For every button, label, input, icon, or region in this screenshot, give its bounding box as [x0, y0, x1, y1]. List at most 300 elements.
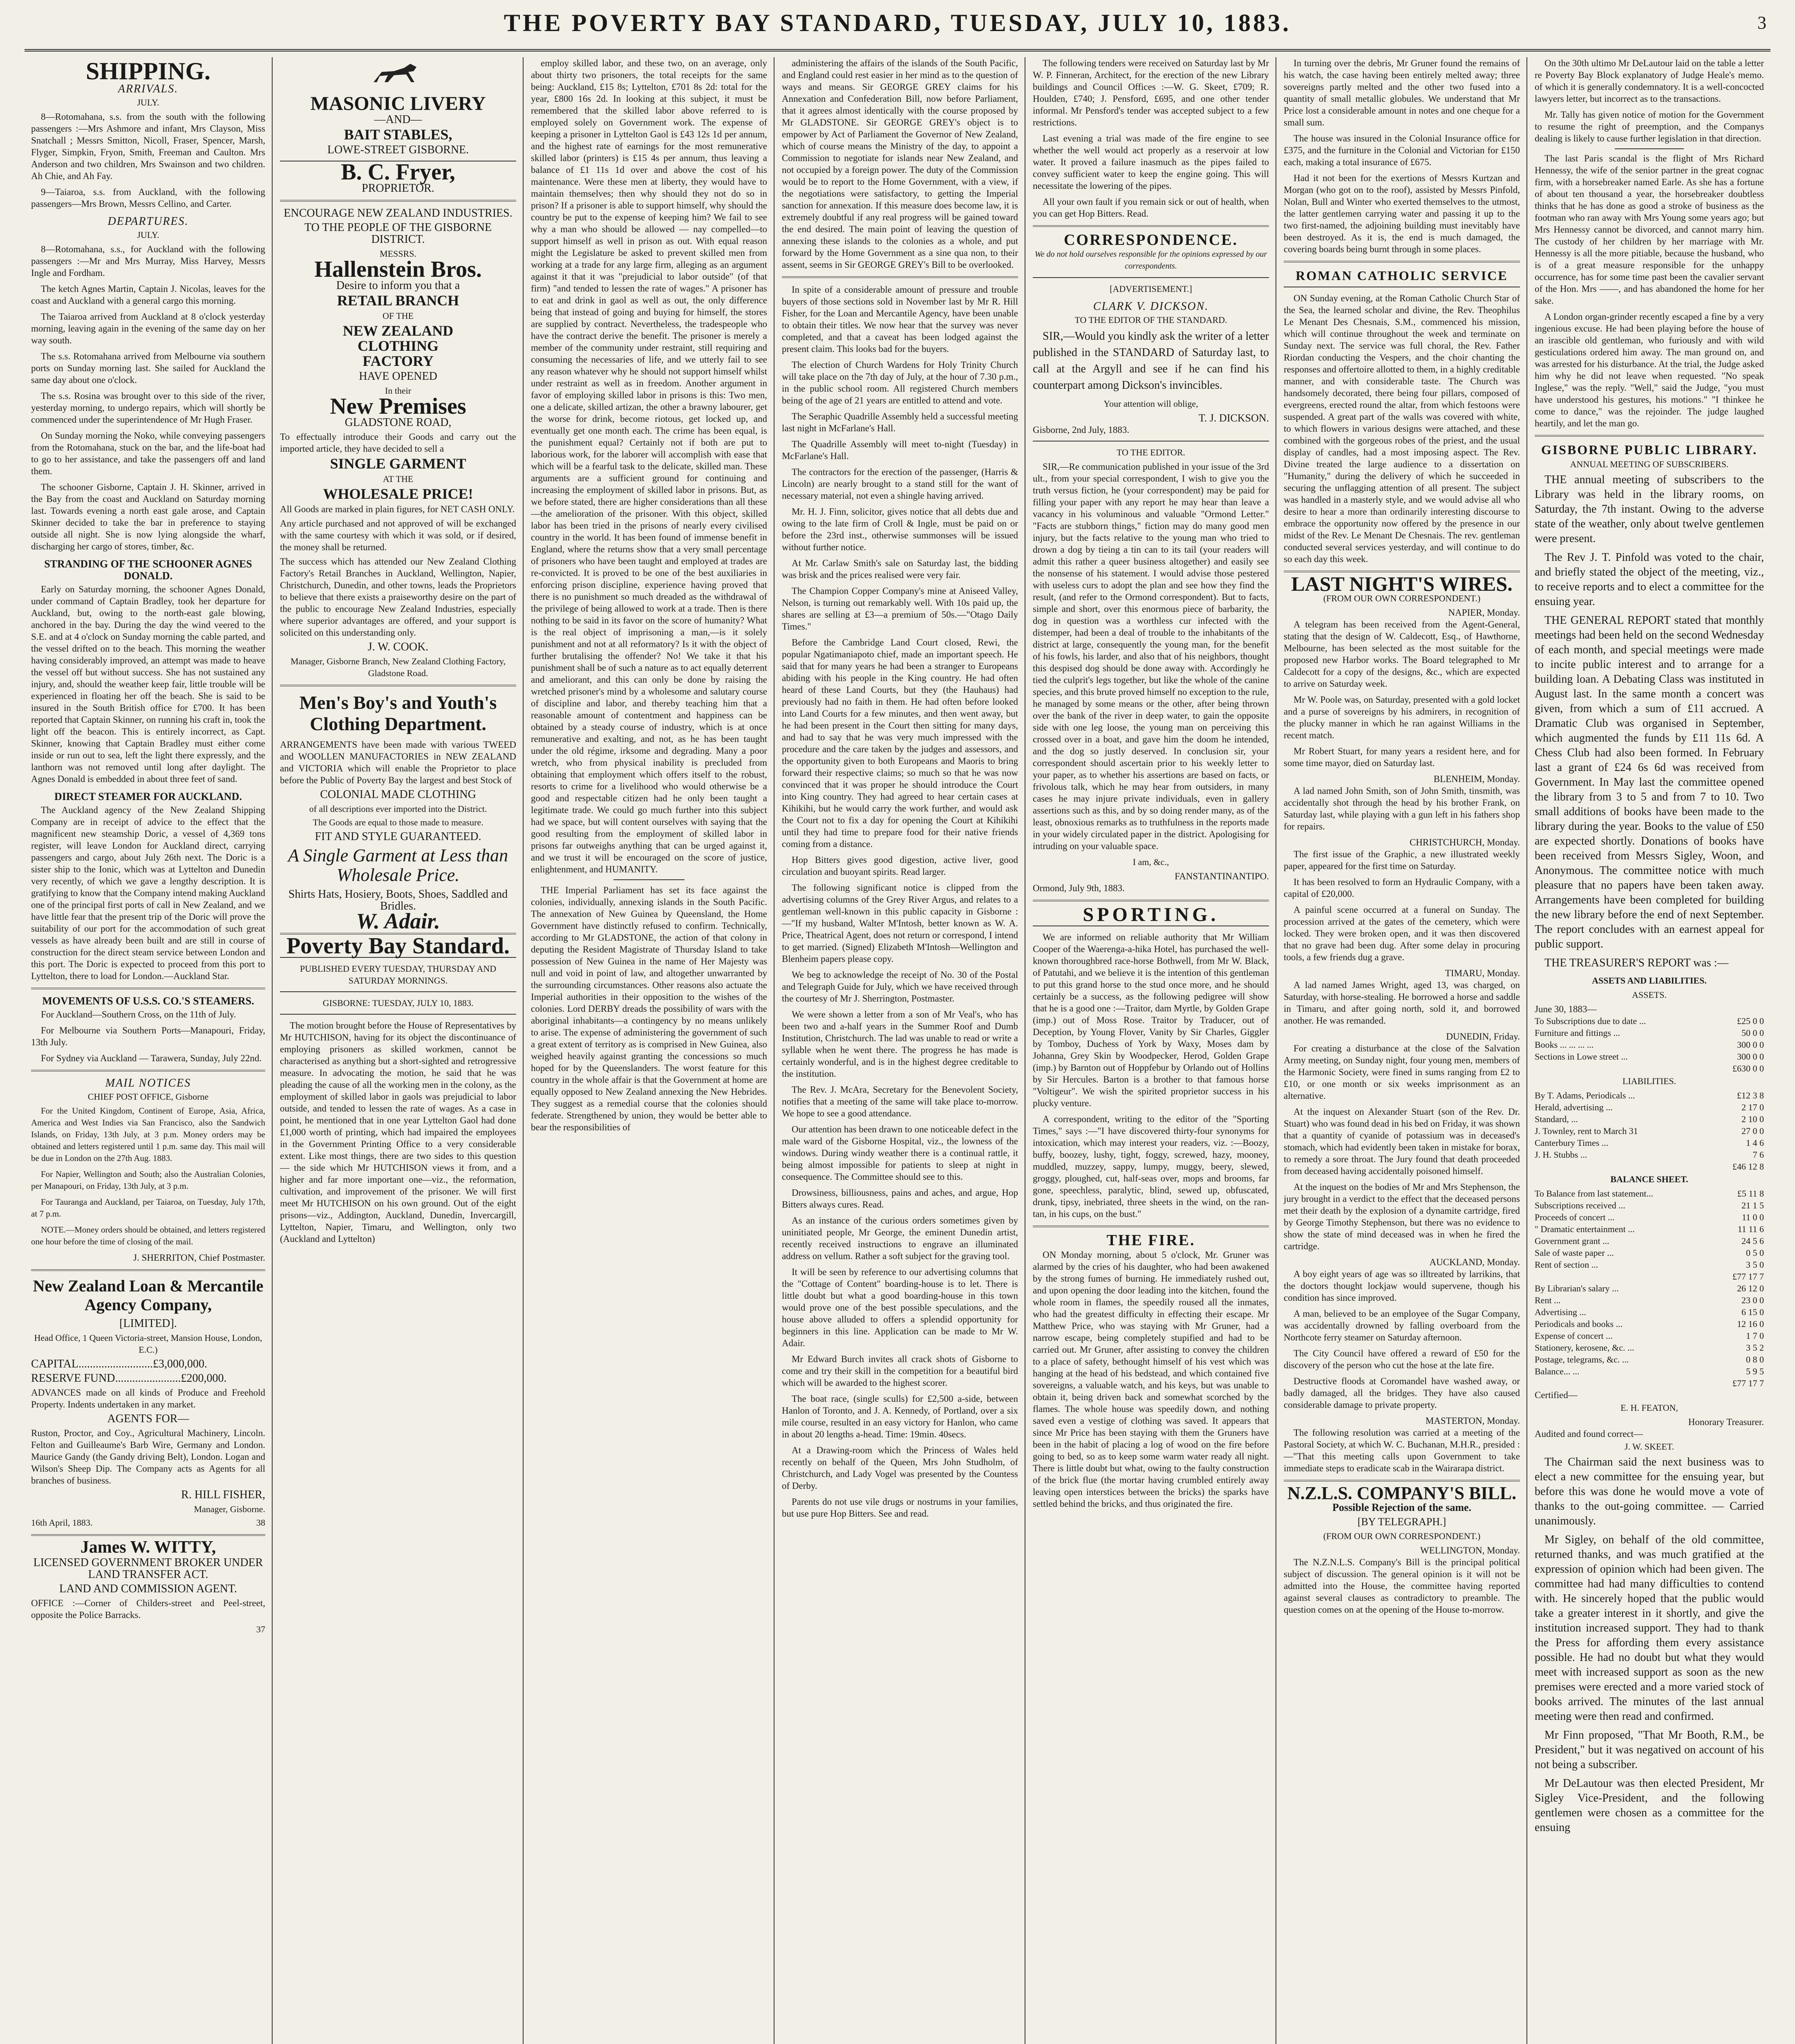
- table-cell-label: To Balance from last statement...: [1535, 1188, 1653, 1199]
- dateline: WELLINGTON, Monday.: [1420, 1545, 1520, 1555]
- letter-address: TO THE EDITOR OF THE STANDARD.: [1074, 315, 1227, 325]
- mail-office: CHIEF POST OFFICE, Gisborne: [87, 1091, 209, 1102]
- ad-line: BAIT STABLES,: [344, 126, 452, 143]
- nameplate-date: GISBORNE: TUESDAY, JULY 10, 1883.: [322, 998, 474, 1008]
- ad-line: Ruston, Proctor, and Coy., Agricultural Machinery, Lincoln. Felton and Guilleaume's Barb Wire, Germany and London. Maurice Gandy (the Gandy driving Belt), London. Logan and Wilson's Sheep Dip. The Company acts as Agents for all branches of business.: [31, 1428, 265, 1486]
- news-paragraph: The boat race, (single sculls) for £2,500 a-side, between Hanlon of Toronto, and J. A. Kennedy, of Portland, over a six mile course, resulted in an easy victory for Hanlon, who came in about 20 lengths a-head. Time: 19min. 40secs.: [782, 1394, 1018, 1439]
- dateline: AUCKLAND, Monday.: [1429, 1257, 1520, 1267]
- table-heading: ASSETS AND LIABILITIES.: [1592, 975, 1707, 986]
- notice-item: For Tauranga and Auckland, per Taiaroa, on Tuesday, July 17th, at 7 p.m.: [31, 1197, 265, 1219]
- ad-line: CLOTHING: [357, 338, 439, 354]
- article-heading: STRANDING OF THE SCHOONER AGNES DONALD.: [44, 558, 252, 582]
- signature: W. Adair.: [356, 909, 440, 933]
- table-cell-value: £25 0 0: [1737, 1016, 1764, 1026]
- section-note: We do not hold ourselves responsible for the opinions expressed by our correspondents.: [1034, 250, 1267, 271]
- ad-date: 16th April, 1883.: [31, 1517, 93, 1528]
- ad-title: MASONIC LIVERY: [310, 93, 486, 114]
- table-cell-value: 11 0 0: [1741, 1212, 1764, 1222]
- news-paragraph: The N.Z.N.L.S. Company's Bill is the principal political subject of discussion. The general opinion is it will not be admitted into the House, the committee having reported against several clauses as contradictory to preamble. The question comes on at the opening of the House to-morrow.: [1284, 1557, 1520, 1615]
- news-paragraph: The City Council have offered a reward of £50 for the discovery of the person who cut the hose at the late fire.: [1284, 1348, 1520, 1370]
- news-paragraph: We were shown a letter from a son of Mr Veal's, who has been two and a-half years in the Summer Roof and Dumb Institution, Christchurch. The lad was unable to read or write a syllable when he went there. The progress he has made is certainly wonderful, and is in the highest degree creditable to the institution.: [782, 1009, 1018, 1079]
- table-row: [1535, 1377, 1764, 1389]
- page-number: 3: [1757, 13, 1766, 33]
- ad-line: LICENSED GOVERNMENT BROKER UNDER LAND TRANSFER ACT.: [33, 1556, 263, 1581]
- signature-role: Manager, Gisborne Branch, New Zealand Clothing Factory, Gladstone Road.: [290, 656, 506, 678]
- table-cell-label: Herald, advertising ...: [1535, 1102, 1613, 1112]
- shipping-item: 8—Rotomahana, s.s., for Auckland with the following passengers :—Mr and Mrs Murray, Miss Harvey, Messrs Ingle and Fordham.: [31, 244, 265, 278]
- news-paragraph: The following resolution was carried at a meeting of the Pastoral Society, at which W. C. Buchanan, M.H.R., presided :—"That this meeting calls upon Government to take immediate steps to eradicate scab in the Wairarapa district.: [1284, 1428, 1520, 1473]
- assets-table: [1535, 1015, 1764, 1074]
- news-paragraph: Had it not been for the exertions of Messrs Kurtzan and Morgan (who got on to the roof), assisted by Messrs Pinfold, Nolan, Bull and Winter who exerted themselves to the utmost, the latter gentlemen carrying water and passing it up to the two first-named, the adjoining building must inevitably have been destroyed. As it is, the end is much damaged, the covering boards being burnt through in some places.: [1284, 173, 1520, 254]
- table-row: [1535, 1282, 1764, 1294]
- witty-ad: [31, 1538, 265, 1635]
- dateline: TIMARU, Monday.: [1445, 968, 1520, 978]
- news-paragraph: Mr. Tally has given notice of motion for the Government to resume the right of preemption, and the Companys dealing is likely to cause further legislation in that direction.: [1535, 110, 1764, 143]
- ad-line: The Goods are equal to those made to measure.: [313, 817, 483, 827]
- table-row: [1535, 1259, 1764, 1271]
- letter-body: SIR,—Would you kindly ask the writer of a letter published in the STANDARD of Saturday last, to call at the Argyll and see if he can find his counterpart among Dickson's invincibles.: [1033, 330, 1269, 392]
- letter-heading: CLARK V. DICKSON.: [1093, 300, 1209, 313]
- divider: [613, 879, 684, 880]
- table-row: [1535, 1113, 1764, 1125]
- ad-line: PROPRIETOR.: [362, 182, 434, 195]
- table-cell-label: Canterbury Times ...: [1535, 1138, 1609, 1148]
- table-cell-value: 300 0 0: [1737, 1051, 1764, 1062]
- divider: [280, 991, 516, 992]
- dateline: BLENHEIM, Monday.: [1433, 774, 1520, 784]
- table-cell-value: 7 6: [1752, 1150, 1764, 1160]
- liabilities-table: [1535, 1089, 1764, 1172]
- table-row: [1535, 1089, 1764, 1101]
- table-cell-label: Proceeds of concert ...: [1535, 1212, 1615, 1222]
- newspaper-title: THE POVERTY BAY STANDARD, TUESDAY, JULY 10, 1883.: [504, 9, 1291, 36]
- table-subheading: ASSETS.: [1632, 990, 1667, 1000]
- news-paragraph: It will be seen by reference to our advertising columns that the "Cottage of Content" boarding-house is to let. There is little doubt but what a good boarding-house in this town would prove one of the best possible speculations, and the house above alluded to offers a splendid opportunity for beginners in this line. Application can be made to Mr W. Adair.: [782, 1267, 1018, 1348]
- news-paragraph: Before the Cambridge Land Court closed, Rewi, the popular Ngatimaniapoto chief, made an important speech. He said that for many years he had been a stranger to Europeans abiding with his people in the King country. He had often heard of these Land Courts, but they (the Hauhaus) had previously had no faith in them. He had often before looked into Land Courts for a few minutes, and then went away, but he had been present in the Court then sitting for many days, and had to say that he was very much impressed with the procedure and the care taken by the judges and assessors, and the opportunity given to both Europeans and Maoris to bring forward their respective claims; so much so that he was now convinced that it was proper he should introduce the Court into King country. They had agreed to hear certain cases at Kihikihi, but he would carry the work further, and would ask the Court not to fix a day for opening the Court at Kihikihi until they had time to prepare food for their native friends coming from a distance.: [782, 637, 1018, 849]
- editorial-paragraph: The motion brought before the House of Representatives by Mr HUTCHISON, having for its object the discontinuance of employing prisoners as skilled workmen, cannot be characterised as anything but a short-sighted and retrogressive measure. In advocating the motion, he said that he was pleading the cause of all the working men in the colony, as the employment of skilled labor in gaols was prejudicial to labor outside, and tended to lessen the rate of wages. As a case in point, he mentioned that in one year Lyttelton Gaol had done £1,000 worth of printing, which had impaired the employees in the Government Printing Office to a very considerable extent. Like most things, there are two sides to this question — the side which Mr HUTCHISON views it from, and a higher and far more important one—viz., the reformation, cultivation, and improvement of the prisoner. We will first meet Mr HUTCHISON on his own ground. Out of the eight prisons—viz., Addington, Auckland, Dunedin, Invercargill, Lyttelton, Napier, Timaru, and Wellington, only two (Auckland and Lyttelton): [280, 1020, 516, 1244]
- news-paragraph: A man, believed to be an employee of the Sugar Company, was accidentally drowned by falling overboard from the Northcote ferry steamer on Saturday afternoon.: [1284, 1309, 1520, 1342]
- divider: [31, 1534, 265, 1536]
- masonic-livery-ad: [280, 57, 516, 194]
- ad-line: COLONIAL MADE CLOTHING: [320, 788, 476, 801]
- divider: [31, 1269, 265, 1271]
- notice-item: For Auckland—Southern Cross, on the 11th of July.: [41, 1009, 236, 1020]
- news-paragraph: THE TREASURER'S REPORT was :—: [1544, 957, 1729, 969]
- news-paragraph: A lad named John Smith, son of John Smith, tinsmith, was accidentally shot through the head by his brother Frank, on Saturday last, while playing with a gun left in his fathers shop for repairs.: [1284, 786, 1520, 831]
- ad-line: HAVE OPENED: [359, 370, 437, 383]
- section-subheading: [BY TELEGRAPH.]: [1357, 1516, 1446, 1528]
- news-paragraph: ON Sunday evening, at the Roman Catholic Church Star of the Sea, the learned scholar and divine, the Rev. Theophilus Le Menant Des Chesnais, S.M., commenced his mission, which will continue throughout the week and terminate on Sunday next. The service was full choral, the Rev. Father Riordan conducting the Vespers, and the choir chanting the responses and offertoire allotted to them, in a highly creditable manner, and with considerable taste. The Church was handsomely decorated, there being four pillars, composed of evergreens, erected round the altar, from which festoons were suspended. A great part of the walls was covered with white, to which flowers in various designs were attached, and these combined with the gorgeous robes of the priest, and the usual display of candles, had a most imposing aspect. The Rev. Divine treated the large audience to a dissertation on "Humanity," during the delivery of which he succeeded in securing the unflagging attention of all present. The subject was handled in a masterly style, and we would advise all who desire to hear a more than ordinarily interesting discourse to embrace the opportunity now offered by the presence in our midst of the Rev. Le Menant De Chesnais. The rev. gentleman conducted several services yesterday, and will continue to do so each day this week.: [1284, 293, 1520, 564]
- table-row: [1535, 1318, 1764, 1330]
- ad-line: WHOLESALE PRICE!: [323, 486, 473, 502]
- table-row: [1535, 1211, 1764, 1223]
- shipping-heading: SHIPPING.: [85, 58, 211, 85]
- column-wires: [1277, 57, 1526, 2044]
- news-paragraph: ON Monday morning, about 5 o'clock, Mr. Gruner was alarmed by the cries of his daughter, who had been awakened by the strong fumes of burning. He immediately rushed out, and upon opening the door leading into the kitchen, found the whole room in flames, the speedily roused all the inmates, who had the greatest difficulty in effecting their escape. Mr Matthew Price, who was staying with Mr Gruner, had a narrow escape, being completely stupified and had to be carried out. Mr Gruner, after assisting to convey the children to a place of safety, bethought himself of his vest which was hanging at the head of his bedstead, and which contained five sovereigns, a valuable watch, and his keys, but was unable to obtain it, being driven back and somewhat scorched by the flames. The whole house was speedily down, and nothing saved even a vestige of clothing was saved. It appears that since Mr Price has been staying with them the Gruners have been in the habit of placing a log of wood on the fire before going to bed, so as to keep some warm water ready all night. There is little doubt but what, owing to the faulty construction of the brick flue (the mortar having crumbled entirely away leaving open interstices between the bricks) the sparks have settled behind the bricks, and thus originated the fire.: [1033, 1250, 1269, 1509]
- signature: FANSTANTINANTIPO.: [1175, 871, 1269, 881]
- horse-icon: [365, 60, 431, 88]
- table-cell-value: 11 11 6: [1737, 1224, 1764, 1234]
- divider: [280, 1014, 516, 1015]
- table-cell-value: 23 0 0: [1741, 1295, 1764, 1305]
- table-cell-label: By Librarian's salary ...: [1535, 1283, 1619, 1293]
- news-paragraph: Mr DeLautour was then elected President, Mr Sigley Vice-President, and the following gentlemen were chosen as a committee for the ensuing: [1535, 1777, 1764, 1834]
- table-cell-label: Rent of section ...: [1535, 1260, 1598, 1270]
- shipping-item: The ketch Agnes Martin, Captain J. Nicolas, leaves for the coast and Auckland with a general cargo this morning.: [31, 284, 265, 306]
- news-paragraph: The first issue of the Graphic, a new illustrated weekly paper, appeared for the first time on Saturday.: [1284, 849, 1520, 871]
- notice-item: For Napier, Wellington and South; also the Australian Colonies, per Manapouri, on Friday, 13th July, at 3 p.m.: [31, 1169, 265, 1191]
- audit-note: Audited and found correct—: [1535, 1429, 1643, 1439]
- table-cell-label: Postage, telegrams, &c. ...: [1535, 1354, 1629, 1365]
- table-row: [1535, 1342, 1764, 1354]
- news-paragraph: The following tenders were received on Saturday last by Mr W. P. Finneran, Architect, for the erection of the new Library buildings and Council Offices :—W. G. Skeet, £709; R. Houlden, £740; J. Pensford, £695, and one other tender informal. Mr Pensford's tender was accepted subject to a few restrictions.: [1033, 58, 1269, 128]
- divider: [1033, 225, 1269, 227]
- news-paragraph: At the inquest on the bodies of Mr and Mrs Stephenson, the jury brought in a verdict to the effect that the deceased persons met their death by the explosion of a dynamite cartridge, fired by George Timothy Stephenson, but there was no evidence to show the state of mind deceased was in when he fired the cartridge.: [1284, 1182, 1520, 1251]
- column-rule: [523, 57, 524, 2044]
- news-paragraph: All your own fault if you remain sick or out of health, when you can get Hop Bitters. Read.: [1033, 197, 1269, 219]
- table-row: [1535, 1188, 1764, 1199]
- ad-line: TO THE PEOPLE OF THE GISBORNE DISTRICT.: [304, 221, 492, 246]
- ad-number: 37: [256, 1624, 265, 1634]
- table-cell-value: 6 15 0: [1741, 1307, 1764, 1317]
- signature: R. HILL FISHER,: [181, 1488, 265, 1501]
- column-correspondence: [1026, 57, 1276, 2044]
- shipping-item: The schooner Gisborne, Captain J. H. Skinner, arrived in the Bay from the coast and Auckland on Saturday morning last. Towards evening a north east gale arose, and Captain Skinner decided to take the bar in preference to staying outside all night. She is now lying alongside the wharf, discharging her cargo of stores, timber, &c.: [31, 482, 265, 551]
- table-cell-label: Balance... ...: [1535, 1366, 1580, 1376]
- table-cell-value: £5 11 8: [1737, 1188, 1764, 1199]
- news-paragraph: At the inquest on Alexander Stuart (son of the Rev. Dr. Stuart) who was found dead in his bed on Friday, it was shown that a quantity of cyanide of potassium was in deceased's stomach, which had evidently been taken in mistake for borax, to remedy a sore throat. The Jury found that death proceeded from deceased having accidentally poisoned himself.: [1284, 1107, 1520, 1176]
- table-row: [1535, 1294, 1764, 1306]
- table-cell-value: 27 0 0: [1741, 1126, 1764, 1136]
- table-cell-label: By T. Adams, Periodicals ...: [1535, 1090, 1635, 1100]
- table-subheading: LIABILITIES.: [1622, 1076, 1676, 1086]
- news-paragraph: The Champion Copper Company's mine at Aniseed Valley, Nelson, is turning out remarkably well. With 10s paid up, the shares are selling at £3—a premium of 50s.—"Otago Daily Times.": [782, 586, 1018, 632]
- ad-line: All Goods are marked in plain figures, for NET CASH ONLY.: [280, 504, 515, 514]
- certification: Certified—: [1535, 1390, 1578, 1400]
- ad-title: New Zealand Loan & Mercantile Agency Company,: [33, 1277, 264, 1314]
- news-paragraph: In spite of a considerable amount of pressure and trouble buyers of those sections sold in November last by Mr R. Hill Fisher, for the Loan and Mercantile Agency, have been unable to obtain their titles. We now hear that the survey was never completed, and that a caveat has been lodged against the present claim. This looks bad for the buyers.: [782, 285, 1018, 354]
- table-cell-label: Subscriptions received ...: [1535, 1200, 1625, 1210]
- divider: [1033, 441, 1269, 442]
- table-cell-value: £77 17 7: [1732, 1271, 1764, 1282]
- letter-date: Ormond, July 9th, 1883.: [1033, 883, 1125, 893]
- table-cell-label: Sections in Lowe street ...: [1535, 1051, 1628, 1062]
- masthead: [25, 0, 1770, 52]
- divider: [31, 1070, 265, 1071]
- news-paragraph: The Chairman said the next business was to elect a new committee for the ensuing year, but before this was done he would move a vote of thanks to the out-going committee. — Carried unanimously.: [1535, 1456, 1764, 1527]
- section-subheading: (FROM OUR OWN CORRESPONDENT.): [1323, 1531, 1481, 1541]
- column-rule: [1526, 57, 1527, 2044]
- news-paragraph: Mr Edward Burch invites all crack shots of Gisborne to come and try their skill in the competition for a beautiful bird which will be awarded to the highest scorer.: [782, 1354, 1018, 1388]
- table-row: [1535, 1062, 1764, 1074]
- signature-role: Honorary Treasurer.: [1688, 1417, 1764, 1427]
- section-heading: THE FIRE.: [1106, 1232, 1195, 1249]
- table-cell-value: 2 10 0: [1741, 1114, 1764, 1124]
- newspaper-nameplate: [280, 933, 516, 1015]
- column-rule: [272, 57, 273, 2044]
- table-cell-value: £77 17 7: [1732, 1378, 1764, 1388]
- news-paragraph: A London organ-grinder recently escaped a fine by a very ingenious excuse. He had been playing before the house of an irascible old gentleman, who furiously and with wild gesticulations ordered him away. The man ground on, and was arrested for his disturbance. At the trial, the Judge asked him why he did not leave when requested. "No speak Inglese," was the reply. "Well," said the Judge, "you must have understood his gestures, his motions." "I thinkee he come to dance," was the rejoinder. The judge laughed heartily, and let the man go.: [1535, 312, 1764, 428]
- ad-title: Men's Boy's and Youth's Clothing Department.: [299, 692, 497, 734]
- ad-line: Head Office, 1 Queen Victoria-street, Mansion House, London, E.C.): [34, 1333, 262, 1355]
- hallenstein-ad: [280, 207, 516, 679]
- table-cell-label: Government grant ...: [1535, 1236, 1609, 1246]
- news-paragraph: For creating a disturbance at the close of the Salvation Army meeting, on Sunday night, four young men, members of the Harmonic Society, were fined in sums ranging from £2 to £10, or one month or six weeks imprisonment as an alternative.: [1284, 1043, 1520, 1101]
- section-heading: LAST NIGHT'S WIRES.: [1291, 572, 1513, 595]
- news-paragraph: Drowsiness, billiousness, pains and aches, and argue, Hop Bitters always cures. Read.: [782, 1188, 1018, 1210]
- table-cell-value: 24 5 6: [1741, 1236, 1764, 1246]
- shipping-item: The Taiaroa arrived from Auckland at 8 o'clock yesterday morning, leaving again in the evening of the same day on her way south.: [31, 312, 265, 345]
- news-paragraph: THE annual meeting of subscribers to the Library was held in the library rooms, on Saturday, the 7th instant. Owing to the adverse state of the weather, only about twelve gentlemen were present.: [1535, 473, 1764, 545]
- dateline: MASTERTON, Monday.: [1425, 1416, 1520, 1426]
- section-subheading: Possible Rejection of the same.: [1332, 1502, 1472, 1513]
- table-row: [1535, 1306, 1764, 1318]
- month-label: JULY.: [137, 230, 159, 240]
- letter-close: Your attention will oblige,: [1103, 399, 1198, 409]
- divider: [31, 988, 265, 989]
- news-paragraph: Last evening a trial was made of the fire engine to see whether the well would act properly as a reservoir at low water. It proved a failure inasmuch as the pipes failed to convey sufficient water to keep the engine going. This will necessitate the lowering of the pipes.: [1033, 133, 1269, 191]
- ad-line: ARRANGEMENTS have been made with various TWEED and WOOLLEN MANUFACTORIES in NEW ZEALAND and VICTORIA which will enable the Proprietor to place before the Public of Poverty Bay the largest and best Stock of: [280, 740, 516, 785]
- table-cell-label: Advertising ...: [1535, 1307, 1586, 1317]
- table-row: [1535, 1330, 1764, 1342]
- table-cell-value: 2 17 0: [1741, 1102, 1764, 1112]
- news-paragraph: The election of Church Wardens for Holy Trinity Church will take place on the 7th day of July, at the hour of 7.30 p.m., in the public school room. All registered Church members being of the age of 21 years are entitled to attend and vote.: [782, 360, 1018, 406]
- table-cell-label: J. H. Stubbs ...: [1535, 1150, 1587, 1160]
- table-cell-label: Books ... ... ... ...: [1535, 1040, 1594, 1050]
- table-cell-label: To Subscriptions due to date ...: [1535, 1016, 1646, 1026]
- editorial-paragraph: THE Imperial Parliament has set its face against the colonies, individually, annexing islands in the South Pacific. The annexation of New Guinea by Queensland, the Home Government have distinctly refused to confirm. Technically, according to Mr GLADSTONE, the action of that colony in deputing the Resident Magistrate of Thursday Island to take possession of New Guinea in the name of Her Majesty was null and void in point of law, and altogether unwarranted by the surrounding circumstances. Other reasons also actuate the Imperial authorities in their opposition to the wishes of the colonies. Lord DERBY dreads the possibility of wars with the aboriginal inhabitants—a contingency by no means unlikely to arise. The expense of administering the government of such a great extent of territory as is comprised in New Guinea, also weighed heavily against granting the concessions so much hoped for by the Queenslanders. The worst feature for this country in the whole affair is that the Government at home are equally opposed to New Zealand annexing the New Hebrides. They suggest as a remedial course that the colonies should federate. Strengthened by union, they would be better able to bear the responsibilities of: [531, 885, 767, 1132]
- table-cell-value: 5 9 5: [1746, 1366, 1764, 1376]
- table-cell-label: Sale of waste paper ...: [1535, 1248, 1614, 1258]
- table-cell-value: 1 4 6: [1746, 1138, 1764, 1148]
- news-paragraph: On the 30th ultimo Mr DeLautour laid on the table a letter re Poverty Bay Block explanatory of Judge Heale's memo. of which it is generally condemnatory. It is a well-concocted lawyers letter, but incorrect as to the transactions.: [1535, 58, 1764, 104]
- table-cell-value: 12 16 0: [1737, 1319, 1764, 1329]
- divider: [280, 685, 516, 686]
- table-cell-value: 21 1 5: [1741, 1200, 1764, 1210]
- notice-item: For Melbourne via Southern Ports—Manapouri, Friday, 13th July.: [31, 1025, 265, 1047]
- table-row: [1535, 1235, 1764, 1247]
- news-paragraph: Destructive floods at Coromandel have washed away, or badly damaged, all the bridges. They have also caused considerable damage to private property.: [1284, 1376, 1520, 1410]
- arrivals-heading: ARRIVALS.: [118, 83, 179, 95]
- table-cell-value: 1 7 0: [1746, 1331, 1764, 1341]
- news-paragraph: The Rev J. T. Pinfold was voted to the chair, and briefly stated the object of the meeting, viz., to receive reports and to elect a committee for the ensuing year.: [1535, 551, 1764, 608]
- table-cell-value: £12 3 8: [1737, 1090, 1764, 1100]
- ad-line: Desire to inform you that a: [336, 279, 460, 292]
- ad-line: OF THE: [383, 311, 414, 321]
- ad-line: MESSRS.: [380, 249, 416, 259]
- column-advertisements: [273, 57, 523, 2044]
- news-paragraph: We are informed on reliable authority that Mr William Cooper of the Waerenga-a-hika Hotel, has purchased the well-known thoroughbred race-horse Bothwell, from Mr W. Black, of Patutahi, and we believe it is the intention of this gentleman to put this grand horse to the stud once more, and he should certainly be a success, as the following pedigree will show that he is a good one :—Traitor, dam Myrtle, by Golden Grape (imp.) out of Moss Rose. Traitor by Traducer, out of Deception, by Young Flover, Vanity by Sir Charles, Giggler by Tomboy, Duchess of York by Waxy, Moses dam by Johanna, Grey Skin by Woodpecker, Herod, Golden Grape (imp.) by Barnton out of Hoppfebur by Orlando out of Hollins by Sir Hercules. Barton is a brother to that famous horse "Voltigeur". We wish the spirited proprietor success in his plucky venture.: [1033, 932, 1269, 1108]
- ad-line: ENCOURAGE NEW ZEALAND INDUSTRIES.: [284, 207, 513, 220]
- notice-item: For the United Kingdom, Continent of Europe, Asia, Africa, America and West Indies via San Francisco, also the Sandwich Islands, on Friday, 13th July, at 3 p.m. Money orders may be obtained and letters registered until 1 p.m. same day. This mail will be due in London on the 27th Aug. 1883.: [31, 1106, 265, 1163]
- section-heading: CORRESPONDENCE.: [1063, 231, 1238, 249]
- news-paragraph: Mr Finn proposed, "That Mr Booth, R.M., be President," but it was negatived on account of his not being a subscriber.: [1535, 1729, 1764, 1771]
- table-date: June 30, 1883—: [1535, 1004, 1597, 1014]
- article-heading: MOVEMENTS OF U.S.S. CO.'S STEAMERS.: [42, 995, 254, 1007]
- shipping-item: 9—Taiaroa, s.s. from Auckland, with the following passengers—Mrs Brown, Messrs Cellino, and Carter.: [31, 187, 265, 209]
- section-heading: ROMAN CATHOLIC SERVICE: [1296, 268, 1508, 283]
- signature: J. W. SKEET.: [1624, 1441, 1674, 1452]
- letter-date: Gisborne, 2nd July, 1883.: [1033, 425, 1130, 435]
- dateline: CHRISTCHURCH, Monday.: [1409, 837, 1520, 847]
- ad-line: AT THE: [383, 474, 414, 484]
- article-paragraph: Early on Saturday morning, the schooner Agnes Donald, under command of Captain Bradley, took her departure for Auckland, but, owing to the north-east gale blowing, anchored in the bay. During the day the wind veered to the S.E. and at 4 o'clock on Sunday morning the cable parted, and the vessel drifted on to the beach. This morning the weather having considerably improved, an attempt was made to heave the vessel off but without success. She has not sustained any injury, and, should the weather keep fair, little trouble will be experienced in floating her off the beach. She is said to be insured in the South British office for £700. It has been reported that Captain Skinner, on running his craft in, took the light off the beacon. This is entirely incorrect, as Capt. Skinner, knowing that Captain Bradley must either come inside or run out to sea, left the light there expressly, and the lanthorn was not removed until long after daylight. The Agnes Donald is embedded in about three feet of sand.: [31, 584, 265, 784]
- section-heading: N.Z.L.S. COMPANY'S BILL.: [1287, 1483, 1517, 1503]
- ad-line: CAPITAL..........................£3,000,000.: [31, 1358, 207, 1370]
- news-paragraph: Mr Robert Stuart, for many years a resident here, and for some time mayor, died on Saturday last.: [1284, 746, 1520, 768]
- table-cell-value: 0 5 0: [1746, 1248, 1764, 1258]
- news-paragraph: A painful scene occurred at a funeral on Sunday. The procession arrived at the gates of the cemetery, which were locked. They were broken open, and it was then discovered that no grave had been dug. After some delay in procuring tools, a few friends dug a grave.: [1284, 905, 1520, 962]
- notice-item: NOTE.—Money orders should be obtained, and letters registered one hour before the time of closing of the mail.: [31, 1225, 265, 1246]
- news-paragraph: The Rev. J. McAra, Secretary for the Benevolent Society, notifies that a meeting of the same will take place to-morrow. We hope to see a good attendance.: [782, 1085, 1018, 1118]
- news-paragraph: The contractors for the erection of the passenger, (Harris & Lincoln) are nearly brought to a stand still for the want of necessary material, not even a shingle having arrived.: [782, 467, 1018, 501]
- month-label: JULY.: [137, 97, 159, 108]
- table-row: [1535, 1125, 1764, 1137]
- ad-line: [LIMITED].: [119, 1317, 177, 1330]
- editorial-paragraph: employ skilled labor, and these two, on an average, only about thirty two prisoners, the total receipts for the same being: Auckland, £15 8s; Lyttelton, £701 8s 2d: total for the year, £800 16s 2d. In looking at this subject, it must be remembered that the skilled labor above referred to is employed solely on Government work. The expense of keeping a prisoner in Lyttelton Gaol is £43 12s 1d per annum, and the highest rate of earnings for the most remunerative skilled labor (printers) is £15 4s per annum, thus leaving a balance of £1 11s 1d over and above the cost of his maintenance. Were these men at liberty, they would have to maintain themselves; then why should they not do so in prison? If a prisoner is able to support himself, why should the country be put to the expense of keeping him? We fail to see why a man who should be allowed — nay compelled—to support himself as well in prison as out. With equal reason might the Legislature be asked to prevent skilled men from working at a trade for any large firm, alleging as an argument against it that it was "prejudicial to labor outside" (of that firm) "and tended to lessen the rate of wages." A prisoner has to eat and drink in gaol as well as out, the only difference being that instead of going and buying for himself, the stores are supplied by contract. Nevertheless, the tradespeople who have the contract derive the benefit. The prisoner is merely a member of the community under restraint, still requiring and consuming the necessaries of life, and we utterly fail to see any reason whatever why he should not support himself whilst under restraint as well as in freedom. Another argument in favor of employing skilled labor in prisons is this: Two men, one a delicate, skilled artizan, the other a brawny labourer, get the worse for drink, become riotous, get locked up, and eventually get one month each. The crime has been equal, is the punishment equal? Certainly not if both are put to laborious work, for the laborer will accomplish with ease that which will be a fearful task to the delicate, skilled man. These arguments are a sufficient ground for continuing and increasing the employment of skilled labor in prisons. But, as we before stated, there are higher considerations than all these—the amelioration of the prisoner. With this object, skilled labor has been tried in the prisons of nearly every civilised country in the world. It has been found of immense benefit in England, where the returns show that a very small percentage of prisoners who have been taught and employed at trades are re-convicted. It is proved to be one of the best auxiliaries in enforcing prison discipline, experience having proved that there is no punishment so much dreaded as the withdrawal of the privilege of being allowed to work at a trade. Then is there nothing to be said in its favor on the score of humanity? What is the real object of imprisoning a man,—is it solely punishment and not at all reformatory? Is it with the object of further brutalising the offender? No! We take it that his punishment shall be of such a nature as to act equally deterrent and ameliorant, and this can only be done by raising the wretched prisoner's mind by a wholesome and salutary course of discipline and labor, and thereby teaching him that a reasonable amount of contentment and happiness can be obtained by a steady course of industry, which is at once remunerative and exalting, and not, as he has been taught under the old régime, irksome and degrading. Many a poor wretch, who from physical inability is precluded from obtaining that employment which offers itself to the robust, resorts to crime for a livelihood who would otherwise be a good and respectable citizen had he only been taught a legitimate trade. We could go much further into this subject had we space, but will content ourselves with saying that the good resulting from the employment of skilled labor in prisons far outweighs anything that can be urged against it, and we trust it will be encouraged on the score of justice, enlightenment, and HUMANITY.: [531, 58, 767, 874]
- news-paragraph: A boy eight years of age was so illtreated by larrikins, that the doctors thought lockjaw would supervene, though his condition has since improved.: [1284, 1269, 1520, 1303]
- ad-line: ADVANCES made on all kinds of Produce and Freehold Property. Indents undertaken in any market.: [31, 1387, 265, 1410]
- table-row: [1535, 1027, 1764, 1039]
- mail-heading: MAIL NOTICES: [105, 1077, 191, 1089]
- ad-line: LOWE-STREET GISBORNE.: [327, 143, 469, 156]
- advert-label: [ADVERTISEMENT.]: [1110, 284, 1192, 294]
- divider: [1535, 435, 1764, 437]
- nameplate-line: PUBLISHED EVERY TUESDAY, THURSDAY AND SATURDAY MORNINGS.: [300, 964, 497, 986]
- nameplate-title: Poverty Bay Standard.: [286, 933, 510, 959]
- table-row: [1535, 1199, 1764, 1211]
- section-subheading: ANNUAL MEETING OF SUBSCRIBERS.: [1570, 459, 1729, 469]
- ad-line: OFFICE :—Corner of Childers-street and Peel-street, opposite the Police Barracks.: [31, 1598, 265, 1620]
- ad-line: In their: [385, 385, 412, 396]
- signature-role: Manager, Gisborne.: [194, 1504, 265, 1514]
- table-cell-label: Standard, ...: [1535, 1114, 1578, 1124]
- ad-line: A Single Garment at Less than Wholesale Price.: [288, 845, 508, 885]
- news-paragraph: We beg to acknowledge the receipt of No. 30 of the Postal and Telegraph Guide for July, which we have received through the courtesy of Mr J. Sherrington, Postmaster.: [782, 970, 1018, 1004]
- column-local-news: [775, 57, 1025, 2044]
- news-paragraph: THE GENERAL REPORT stated that monthly meetings had been held on the second Wednesday of each month, and special meetings were made to incite public interest and to arrange for a building loan. A Debating Class was instituted in August last. In the same month a concert was given, from which a sum of £11 accrued. A Dramatic Club was organised in September, which augmented the funds by £11 11s 6d. A Chess Club had also been formed. In February last a grant of £24 6s 6d was received from Government. In May last the committee opened the library from 3 to 5 and from 7 to 10. Two small additions of books have been made to the library during the year. Books to the value of £50 are expected shortly. Donations of books have been received from Messrs Sigley, Woon, and Anonymous. The committee notice with much pleasure that no papers have been taken away. Arrangements have been completed for building the new library before the end of next September. The report concludes with an earnest appeal for public support.: [1535, 614, 1764, 950]
- signature: J. SHERRITON, Chief Postmaster.: [133, 1253, 265, 1263]
- table-cell-label: Rent ...: [1535, 1295, 1561, 1305]
- table-row: [1535, 1223, 1764, 1235]
- news-paragraph: The following significant notice is clipped from the advertising columns of the Grey River Argus, and relates to a gentleman well-known in this public capacity in Gisborne :—"If my husband, Walter M'Intosh, better known as W. A. Price, Theatrical Agent, does not return or correspond, I intend to get married. (Signed) Elizabeth M'Intosh—Wellington and Blenheim papers please copy.: [782, 883, 1018, 964]
- divider: [1033, 277, 1269, 278]
- table-cell-label: J. Townley, rent to March 31: [1535, 1126, 1638, 1136]
- news-paragraph: Parents do not use vile drugs or nostrums in your families, but use pure Hop Bitters. See and read.: [782, 1497, 1018, 1519]
- ad-number: 38: [256, 1517, 265, 1528]
- table-row: [1535, 1039, 1764, 1051]
- ad-line: GLADSTONE ROAD,: [345, 416, 452, 429]
- news-paragraph: The last Paris scandal is the flight of Mrs Richard Hennessy, the wife of the senior partner in the great cognac firm, with a horsebreaker named Earle. As she has a fortune of about ten thousand a year, the horsebreaker doubtless thinks that he has done as good a stroke of business as the footman who ran away with Mrs Young some years ago; but Mrs Hennessy cannot be divorced, and cannot marry him. The custody of her children by her marriage with Mr. Hennessy is all the more pitiable, because the husband, who is of a great measure responsible for the unhappy occurrence, has for some time past been the cavalier servant of the Hon. Mrs ——, and has abandoned the home for her sake.: [1535, 153, 1764, 306]
- table-cell-value: 50 0 0: [1741, 1028, 1764, 1038]
- letter-close: I am, &c.,: [1133, 857, 1169, 867]
- dateline: DUNEDIN, Friday.: [1446, 1031, 1520, 1042]
- table-row: [1535, 1101, 1764, 1113]
- divider: [280, 200, 516, 202]
- table-row: [1535, 1051, 1764, 1062]
- ad-title: Hallenstein Bros.: [314, 257, 482, 282]
- letter-body: SIR,—Re communication published in your issue of the 3rd ult., from your special correspondent, I wish to give you the truth versus fiction, he (your correspondent) may be paid for filling your paper with any report he may hear than leave a vacancy in his voluminous and valuable "Ormond Letter." "Facts are stubborn things," fiction may do many good men injury, but the facts relative to the young man who tried to drown a dog by tieing a tin can to its tail (your readers will admit this rather a queer business altogether) and easily see the nonsense of his statement. I would advise those pestered with useless curs to adopt the plan and see how they find the result, (and refer to the Ormond correspondent). But to facts, simple and short, over this enormous piece of barbarity, the dog in question was a worthless cur infected with the distemper, had been a deal of trouble to the inhabitants of the district at large, consequently the young man, for the benefit of his fowls, his larder, and also that of his neighbors, thought this despised dog should be done away with. Accordingly he tied the culprit's legs together, but like the whole of the canine species, and this brute proved himself no exception to the rule, he managed by some means or the other, after being thrown over the bank of the river in deep water, to gain the opposite side with one leg loose, the young man on perceiving this crossed over in a boat, and gave him the doom he intended, and the dog so justly deserved. In conclusion sir, your correspondent should ascertain prior to his weekly letter to your paper, as to whether his assertions are based on facts, or frivolous talk, which he may hear from outsiders, in many cases he may injure private individuals, even in gallery assertions such as this, and by so doing render many, as of the least, obnoxious remarks as to truthfulness in the reports made in your widely circulated paper in the district. Apologising for intruding on your valuable space.: [1033, 462, 1269, 851]
- signature: J. W. COOK.: [367, 641, 429, 653]
- article-paragraph: The Auckland agency of the New Zealand Shipping Company are in receipt of advice to the effect that the magnificent new steamship Doric, a vessel of 4,369 tons register, will leave London for Auckland direct, carrying passengers and cargo, about July 26th next. The Doric is a sister ship to the Ionic, which was at Lyttelton and Dunedin very recently, of which we gave a lengthy description. It is gratifying to know that the Company intend making Auckland one of the principal first ports of call in New Zealand, and we have little fear that the present trip of the Doric will prove the suitability of our port for the accommodation of such great vessels as have already been built and are still in course of construction for the direct steam service between London and this port. The Doric is expected to proceed from this port to Lyttelton, there to load for London.—Auckland Star.: [31, 805, 265, 981]
- table-row: [1535, 1161, 1764, 1172]
- adair-ad: [280, 692, 516, 933]
- divider: [1033, 900, 1269, 901]
- ad-line: Any article purchased and not approved of will be exchanged with the same courtesy with which it was sold, or if desired, the money shall be returned.: [280, 518, 516, 552]
- divider: [1284, 261, 1520, 262]
- ad-line: To effectually introduce their Goods and carry out the imported article, they have decided to sell a: [280, 432, 516, 454]
- news-paragraph: At a Drawing-room which the Princess of Wales held recently on behalf of the Queen, Mrs John Studholm, of Christchurch, and Lady Vogel was presented by the Countess of Derby.: [782, 1445, 1018, 1491]
- article-heading: DIRECT STEAMER FOR AUCKLAND.: [54, 791, 242, 802]
- news-paragraph: The Seraphic Quadrille Assembly held a successful meeting last night in McFarlane's Hall.: [782, 411, 1018, 433]
- shipping-item: The s.s. Rotomahana arrived from Melbourne via southern ports on Sunday morning last. She sailed for Auckland the same day about one o'clock.: [31, 351, 265, 385]
- ad-line: of all descriptions ever imported into the District.: [309, 804, 487, 814]
- ad-line: —AND—: [374, 113, 422, 126]
- section-subheading: (FROM OUR OWN CORRESPONDENT.): [1323, 593, 1481, 603]
- section-heading: GISBORNE PUBLIC LIBRARY.: [1541, 442, 1758, 457]
- news-paragraph: Our attention has been drawn to one noticeable defect in the male ward of the Gisborne Hospital, viz., the lowness of the windows. During windy weather there is a continual rattle, it being almost impossible for patients to sleep at night in consequence. The Committee should see to this.: [782, 1124, 1018, 1182]
- table-row: [1535, 1137, 1764, 1149]
- column-shipping: [25, 57, 272, 2044]
- table-cell-label: " Dramatic entertainment ...: [1535, 1224, 1635, 1234]
- table-cell-value: 3 5 2: [1746, 1342, 1764, 1353]
- news-paragraph: Mr. H. J. Finn, solicitor, gives notice that all debts due and owing to the late firm of Croll & Ingle, must be paid on or before the 23rd inst., otherwise summonses will be issued without further notice.: [782, 507, 1018, 552]
- table-row: [1535, 1015, 1764, 1027]
- news-paragraph: A lad named James Wright, aged 13, was charged, on Saturday, with horse-stealing. He borrowed a horse and saddle in Timaru, and after going north, sold it, and borrowed another. He was remanded.: [1284, 980, 1520, 1026]
- table-cell-label: Periodicals and books ...: [1535, 1319, 1623, 1329]
- divider: [1033, 1226, 1269, 1227]
- news-paragraph: A telegram has been received from the Agent-General, stating that the design of W. Caldecott, Esq., of Hawthorne, Melbourne, has been selected as the most suitable for the proposed new Harbor works. The Board telegraphed to Mr Caldecott for a copy of the designs, &c., which are expected to arrive on Saturday week.: [1284, 619, 1520, 689]
- news-paragraph: At Mr. Carlaw Smith's sale on Saturday last, the bidding was brisk and the prices realised were very fair.: [782, 558, 1018, 580]
- ad-line: NEW ZEALAND: [342, 323, 454, 339]
- signature: T. J. DICKSON.: [1198, 412, 1269, 424]
- ad-line: RETAIL BRANCH: [337, 292, 459, 309]
- ad-line: The success which has attended our New Zealand Clothing Factory's Retail Branches in Auckland, Wellington, Napier, Christchurch, Dunedin, and other towns, leads the Proprietors to believe that there exists a praiseworthy desire on the part of the public to encourage New Zealand Industries, especially where superior advantages are offered, and your support is solicited on this understanding only.: [280, 556, 516, 638]
- ad-line: Shirts Hats, Hosiery, Boots, Shoes, Saddled and Bridles.: [288, 888, 508, 912]
- news-paragraph: Mr W. Poole was, on Saturday, presented with a gold locket and a purse of sovereigns by his admirers, in recognition of the plucky manner in which he ran against Williams in the recent match.: [1284, 695, 1520, 740]
- notice-item: For Sydney via Auckland — Tarawera, Sunday, July 22nd.: [41, 1053, 262, 1063]
- news-paragraph: Mr Sigley, on behalf of the old committee, returned thanks, and was much gratified at the expression of opinion which had been given. The committee had had many difficulties to contend with. He sincerely hoped that the public would take a greater interest in it shortly, and give the institution increased support. They had to thank the Press for affording them every assistance possible. He had no doubt but what they would meet with increased support as soon as the new premises were erected and a more varied stock of books arrived. The minutes of the last annual meeting were then read and confirmed.: [1535, 1533, 1764, 1723]
- table-cell-value: 26 12 0: [1737, 1283, 1764, 1293]
- table-row: [1535, 1247, 1764, 1259]
- table-cell-value: £630 0 0: [1732, 1063, 1764, 1074]
- ad-line: AGENTS FOR—: [107, 1412, 189, 1425]
- news-paragraph: The house was insured in the Colonial Insurance office for £375, and the furniture in the Colonial and Victorian for £150 each, making a total insurance of £675.: [1284, 133, 1520, 167]
- ad-title: James W. WITTY,: [80, 1538, 216, 1557]
- news-paragraph: The Quadrille Assembly will meet to-night (Tuesday) in McFarlane's Hall.: [782, 439, 1018, 461]
- divider: [1284, 1480, 1520, 1481]
- dateline: NAPIER, Monday.: [1448, 607, 1520, 618]
- table-row: [1535, 1271, 1764, 1282]
- news-paragraph: A correspondent, writing to the editor of the "Sporting Times," says :—"I have discovered thirty-four synonyms for intoxication, which may interest your readers, viz. :—Boozy, buffy, boozey, lushy, tight, foggy, screwed, hazy, mooney, muddled, muzzey, sappy, lumpy, muggy, beery, slewed, groggy, ploughed, cut, half-seas over, mops and brooms, far gone, speechless, paralytic, blind, sewed up, obfuscated, drunk, tipsy, inebriated, three sheets in the wind, on the ran-tan, in his cups, on the bust.": [1033, 1114, 1269, 1219]
- shipping-item: 8—Rotomahana, s.s. from the south with the following passengers :—Mrs Ashmore and infant, Mrs Clayson, Miss Snatchall ; Messrs Smitton, Nicoll, Fraser, Spencer, Marsh, Flyger, Simpkin, Fryon, Smith, Freeman and Caulton. Mrs Anderson and two children, Mrs Swainson and two children. Ah Chie, and Ah Fay.: [31, 112, 265, 181]
- table-cell-value: 300 0 0: [1737, 1040, 1764, 1050]
- news-paragraph: Hop Bitters gives good digestion, active liver, good circulation and buoyant spirits. Read larger.: [782, 855, 1018, 877]
- departures-heading: DEPARTURES.: [107, 215, 189, 228]
- section-heading: SPORTING.: [1083, 904, 1219, 926]
- ad-line: FIT AND STYLE GUARANTEED.: [315, 830, 481, 843]
- letter-address: TO THE EDITOR.: [1116, 447, 1186, 457]
- column-editorial: [524, 57, 774, 2044]
- table-heading: BALANCE SHEET.: [1610, 1174, 1688, 1184]
- news-paragraph: As an instance of the curious orders sometimes given by uninitiated people, Mr George, the eminent Dunedin artist, recently received instructions to engrave an illuminated address on vellum. Rather a soft subject for the graving tool.: [782, 1215, 1018, 1261]
- ad-line: RESERVE FUND.......................£200,000.: [31, 1372, 227, 1385]
- shipping-item: The s.s. Rosina was brought over to this side of the river, yesterday morning, to undergo repairs, which will shortly be commenced under the superintendence of Mr Hugh Fraser.: [31, 391, 265, 425]
- ad-line: SINGLE GARMENT: [330, 455, 466, 472]
- nz-loan-ad: [31, 1277, 265, 1529]
- ad-line: FACTORY: [363, 353, 434, 369]
- signature: E. H. FEATON,: [1620, 1403, 1678, 1413]
